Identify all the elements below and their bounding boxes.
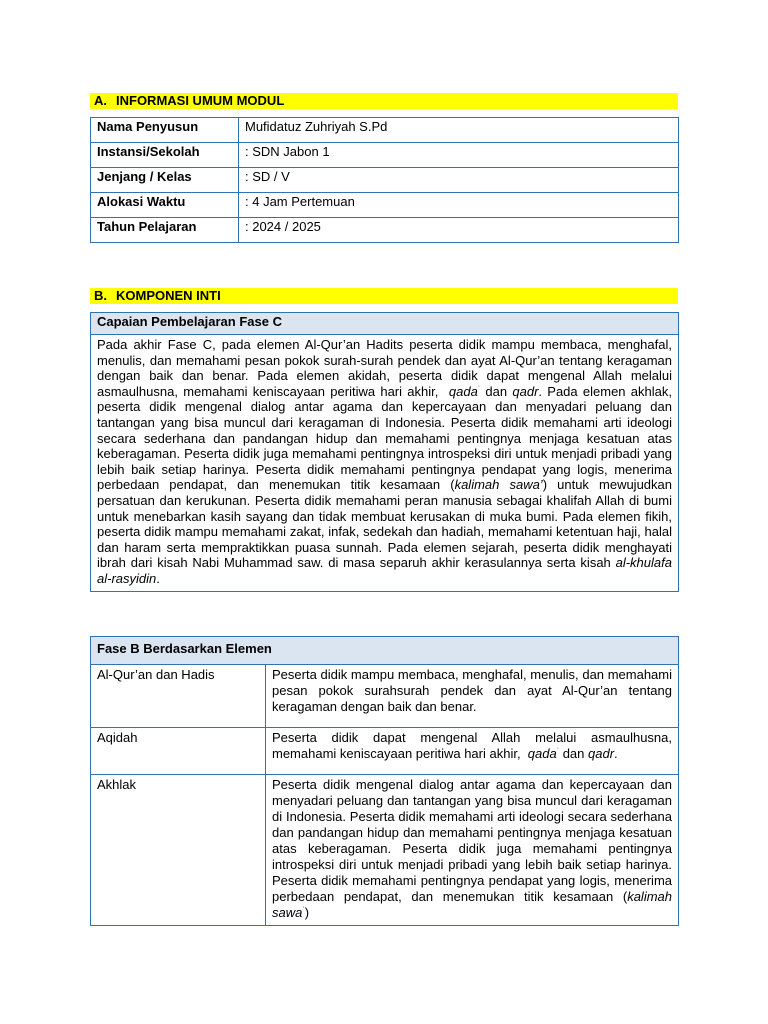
capaian-header: Capaian Pembelajaran Fase C: [91, 313, 679, 335]
element-text-part: .: [614, 746, 618, 761]
row-value: : SDN Jabon 1: [239, 143, 679, 168]
element-text-part: Peserta didik dapat mengenal Allah melalui asmaulhusna, memahami keniscayaan peritiwa hari akhir,: [272, 730, 672, 761]
capaian-text-part: ) untuk mewujudkan persatuan dan kerukunan. Peserta didik memahami peran manusia sebagai khalifah Allah di bumi untuk menebarkan kasih sayang dan tidak membuat kerusakan di muka bumi. Pada elemen fikih, peserta didik mampu memahami zakat, infak, sedekah dan hadiah, memahami ketentuan haji, halal dan haram serta mempraktikkan puasa sunnah. Pada elemen sejarah, peserta didik menghayati ibrah dari kisah Nabi Muhammad saw. di masa separuh akhir kerasulannya serta kisah: [97, 477, 672, 571]
capaian-table: [90, 312, 679, 592]
row-value: : SD / V: [239, 168, 679, 193]
section-a-heading: [90, 93, 678, 109]
capaian-text-italic: qada: [448, 383, 478, 399]
table-row: [91, 728, 679, 775]
capaian-text-part: dan: [485, 383, 508, 399]
row-label: Jenjang / Kelas: [91, 168, 239, 193]
capaian-text-part: . Pada elemen akhlak, peserta didik mengenal dialog antar agama dan kepercayaan dan menyadari peluang dan tantangan yang bisa muncul dari keragaman di Indonesia. Peserta didik memahami arti ideologi secara sederhana dan pandangan hidup dan memahami pentingnya menjaga kesatuan atas keberagaman. Peserta didik juga memahami pentingnya introspeksi diri untuk menjadi pribadi yang lebih baik setiap harinya. Peserta didik memahami pentingnya pendapat yang logis, menerima perbedaan pendapat, dan menemukan titik kesamaan (: [97, 383, 672, 493]
element-text-italic: qada: [527, 746, 557, 761]
element-name: Akhlak: [91, 775, 266, 926]
table-row: [91, 218, 679, 243]
element-text-part: Peserta didik mengenal dialog antar agama dan kepercayaan dan menyadari peluang dan tantangan yang bisa muncul dari keragaman di Indonesia. Peserta didik memahami arti ideologi secara sederhana dan pandangan hidup dan memahami pentingnya menjaga kesatuan atas keberagaman. Peserta didik juga memahami pentingnya introspeksi diri untuk menjadi pribadi yang lebih baik setiap harinya. Peserta didik memahami pentingnya pendapat yang logis, menerima perbedaan pendapat, dan menemukan titik kesamaan (: [272, 777, 672, 904]
capaian-text-part: Pada akhir Fase C, pada elemen Al-Qur’an Hadits peserta didik mampu membaca, menghafal, menulis, dan memahami pesan pokok surah-surah pendek dan ayat Al-Qur’an tentang keragaman dengan baik dan benar. Pada elemen akidah, peserta didik dapat mengenal Allah melalui asmaulhusna, memahami keniscayaan peritiwa hari akhir,: [97, 337, 672, 399]
element-text: Peserta didik mampu membaca, menghafal, menulis, dan memahami pesan pokok surahsurah pendek dan ayat Al-Qur’an tentang keragaman dengan baik dan benar.: [266, 665, 679, 728]
element-text-part: dan: [562, 746, 585, 761]
row-label: Nama Penyusun: [91, 118, 239, 143]
element-text-italic: kalimah sawa: [272, 889, 672, 920]
element-text-italic: qadr: [588, 746, 615, 761]
element-name: Aqidah: [91, 728, 266, 775]
row-label: Alokasi Waktu: [91, 193, 239, 218]
table-row: [91, 193, 679, 218]
element-text-part: ): [304, 905, 310, 920]
table-row: [91, 168, 679, 193]
capaian-text-italic: kalimah sawa’: [454, 477, 543, 493]
row-value: Mufidatuz Zuhriyah S.Pd: [239, 118, 679, 143]
section-b-title: KOMPONEN INTI: [116, 288, 221, 303]
capaian-text-part: .: [156, 570, 160, 586]
row-value: : 2024 / 2025: [239, 218, 679, 243]
table-row: [91, 775, 679, 926]
section-b-heading: [90, 288, 678, 304]
section-a-number: A.: [94, 93, 107, 108]
row-label: Tahun Pelajaran: [91, 218, 239, 243]
table-row: [91, 665, 679, 728]
section-b-number: B.: [94, 288, 107, 303]
elemen-table: [90, 636, 679, 926]
capaian-paragraph: Pada akhir Fase C, pada elemen Al-Qur’an Hadits peserta didik mampu membaca, menghafal, menulis, dan memahami pesan pokok surah-surah pendek dan ayat Al-Qur’an tentang keragaman dengan baik dan benar. Pada elemen akidah, peserta didik dapat mengenal Allah melalui asmaulhusna, memahami keniscayaan peritiwa hari akhir, qada$^ʾ$ dan qadr. Pada elemen akhlak, peserta didik mengenal dialog antar agama dan kepercayaan dan menyadari peluang dan tantangan yang bisa muncul dari keragaman di Indonesia. Peserta didik memahami arti ideologi secara sederhana dan pandangan hidup dan memahami pentingnya menjaga kesatuan atas keberagaman. Peserta didik juga memahami pentingnya introspeksi diri untuk menjadi pribadi yang lebih baik setiap harinya. Peserta didik memahami pentingnya pendapat yang logis, menerima perbedaan pendapat, dan menemukan titik kesamaan (kalimah sawa’) untuk mewujudkan persatuan dan kerukunan. Peserta didik memahami peran manusia sebagai khalifah Allah di bumi untuk menebarkan kasih sayang dan tidak membuat kerusakan di muka bumi. Pada elemen fikih, peserta didik mampu memahami zakat, infak, sedekah dan hadiah, memahami ketentuan haji, halal dan haram serta mempraktikkan puasa sunnah. Pada elemen sejarah, peserta didik menghayati ibrah dari kisah Nabi Muhammad saw. di masa separuh akhir kerasulannya serta kisah al-khulafa al-rasyidin.: [91, 335, 679, 592]
element-text: Peserta didik mengenal dialog antar agama dan kepercayaan dan menyadari peluang dan tantangan yang bisa muncul dari keragaman di Indonesia. Peserta didik memahami arti ideologi secara sederhana dan pandangan hidup dan memahami pentingnya menjaga kesatuan atas keberagaman. Peserta didik juga memahami pentingnya introspeksi diri untuk menjadi pribadi yang lebih baik setiap harinya. Peserta didik memahami pentingnya pendapat yang logis, menerima perbedaan pendapat, dan menemukan titik kesamaan (kalimah sawa$^ʾ$): [266, 775, 679, 926]
info-table: [90, 117, 679, 243]
fase-header: Fase B Berdasarkan Elemen: [91, 637, 679, 665]
row-label: Instansi/Sekolah: [91, 143, 239, 168]
element-text: Peserta didik dapat mengenal Allah melalui asmaulhusna, memahami keniscayaan peritiwa hari akhir, qada$^ʾ$ dan qadr.: [266, 728, 679, 775]
element-name: Al-Qur’an dan Hadis: [91, 665, 266, 728]
table-row: [91, 143, 679, 168]
table-row: [91, 118, 679, 143]
capaian-text-italic: qadr: [512, 383, 539, 399]
section-a-title: INFORMASI UMUM MODUL: [116, 93, 285, 108]
capaian-text-italic: al-khulafa al-rasyidin: [97, 555, 672, 586]
row-value: : 4 Jam Pertemuan: [239, 193, 679, 218]
